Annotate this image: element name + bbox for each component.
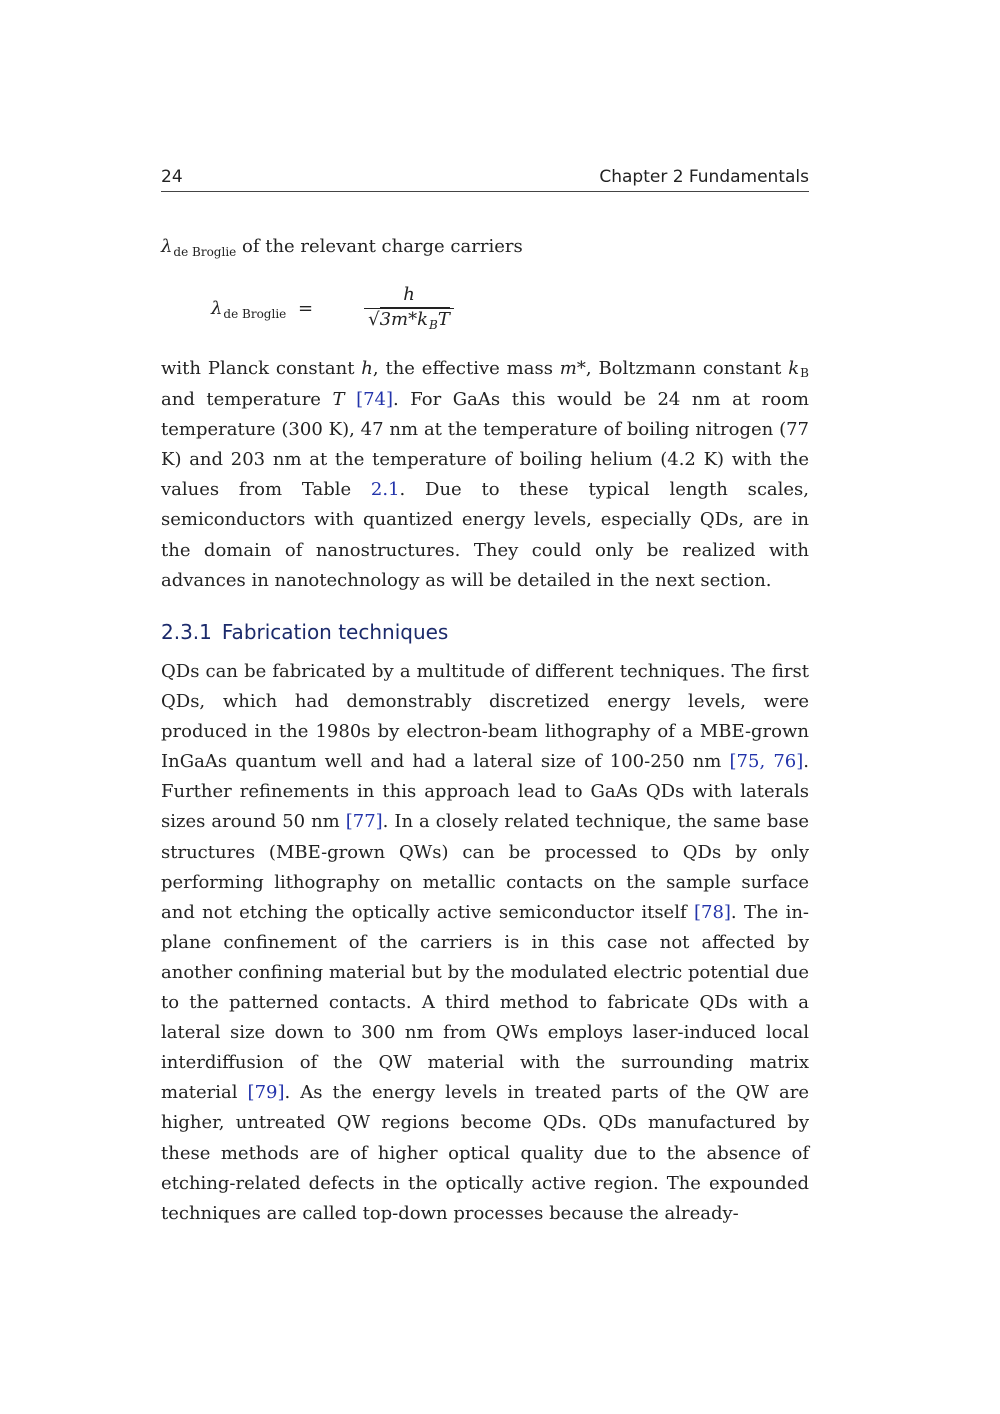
p1-k-sub: B bbox=[800, 366, 809, 380]
citation-78[interactable]: [78] bbox=[693, 901, 731, 923]
citation-77[interactable]: [77] bbox=[345, 811, 383, 833]
p1-m: m* bbox=[559, 358, 586, 379]
page-number: 24 bbox=[161, 167, 183, 187]
p2-text-e: . As the energy levels in treated parts of the QW are higher, untreated QW regions become QDs. QDs manufactured by these methods are of higher optical quality due to the absence of etching-related defects in the optically active region. The expounded techniques are called top-down processes because the already- bbox=[161, 1082, 809, 1224]
page-header bbox=[161, 165, 809, 192]
equation-fraction bbox=[364, 284, 454, 330]
citation-74[interactable]: [74] bbox=[356, 389, 394, 411]
denominator-tail: T bbox=[437, 309, 450, 330]
sqrt-sign: √ bbox=[368, 309, 380, 330]
p1-text-b: , the effective mass bbox=[372, 358, 560, 379]
citation-bracket-open: [ bbox=[729, 751, 737, 773]
citation-separator: , bbox=[759, 751, 774, 773]
p2-text-b: . Further refinements in this approach lead to GaAs QDs with laterals sizes around 50 nm bbox=[161, 751, 809, 833]
section-title: Fabrication techniques bbox=[221, 620, 449, 644]
equation-lhs bbox=[211, 298, 313, 319]
equation-denominator bbox=[364, 309, 454, 330]
equation-lambda: λ bbox=[211, 298, 223, 319]
table-reference[interactable]: 2.1 bbox=[370, 479, 400, 501]
p1-text-g: . Due to these typical length scales, semiconductors with quantized energy levels, especially QDs, are in the domain of nanostructures. They could only be realized with advances in nanotechnology as will be detailed in the next section. bbox=[161, 479, 809, 591]
citation-bracket-close: ] bbox=[796, 751, 804, 773]
p1-text-e bbox=[345, 389, 357, 410]
p2-text-c: . In a closely related technique, the same base structures (MBE-grown QWs) can be processed to QDs by only performing lithography on metallic contacts on the sample surface and not etching the optically active semiconductor itself bbox=[161, 811, 809, 923]
p1-text-f: . For GaAs this would be 24 nm at room temperature (300 K), 47 nm at the temperature of boiling nitrogen (77 K) and 203 nm at the temperature of boiling helium (4.2 K) with the values from Table bbox=[161, 389, 809, 501]
p2-text-d: . The in-plane confinement of the carriers is in this case not affected by another confining material but by the modulated electric potential due to the patterned contacts. A third method to fabricate QDs with a lateral size down to 300 nm from QWs employs laser-induced local interdiffusion of the QW material with the surrounding matrix material bbox=[161, 901, 809, 1104]
p1-text-d: and temperature bbox=[161, 389, 333, 411]
citation-79[interactable]: [79] bbox=[247, 1082, 285, 1104]
intro-text: of the relevant charge carriers bbox=[236, 236, 523, 257]
p1-text-a: with Planck constant bbox=[161, 358, 362, 379]
p1-t: T bbox=[332, 389, 345, 411]
lambda-subscript: de Broglie bbox=[173, 245, 237, 259]
p1-h: h bbox=[361, 358, 373, 379]
citation-76[interactable]: 76 bbox=[773, 751, 797, 773]
paragraph-1 bbox=[161, 354, 809, 596]
p1-k: k bbox=[788, 358, 800, 379]
denominator-subscript: B bbox=[429, 318, 438, 332]
running-head: Chapter 2 Fundamentals bbox=[599, 167, 809, 187]
paragraph-2 bbox=[161, 657, 809, 1229]
equation-numerator: h bbox=[403, 284, 415, 305]
lambda-symbol: λ bbox=[161, 236, 173, 257]
equation-lambda-subscript: de Broglie bbox=[223, 307, 287, 321]
section-number: 2.3.1 bbox=[161, 620, 212, 644]
citation-75[interactable]: 75 bbox=[736, 751, 760, 773]
denominator-body: 3m*k bbox=[379, 309, 429, 330]
p1-text-c: , Boltzmann constant bbox=[585, 358, 789, 379]
p2-text-a: QDs can be fabricated by a multitude of different techniques. The first QDs, which had demonstrably discretized energy levels, were produced in the 1980s by electron-beam lithography of a MBE-grown InGaAs quantum well and had a lateral size of 100-250 nm bbox=[161, 661, 809, 773]
sqrt-body bbox=[380, 307, 450, 330]
intro-line bbox=[161, 236, 809, 257]
equation-equals: = bbox=[298, 298, 314, 319]
section-heading bbox=[161, 620, 809, 644]
